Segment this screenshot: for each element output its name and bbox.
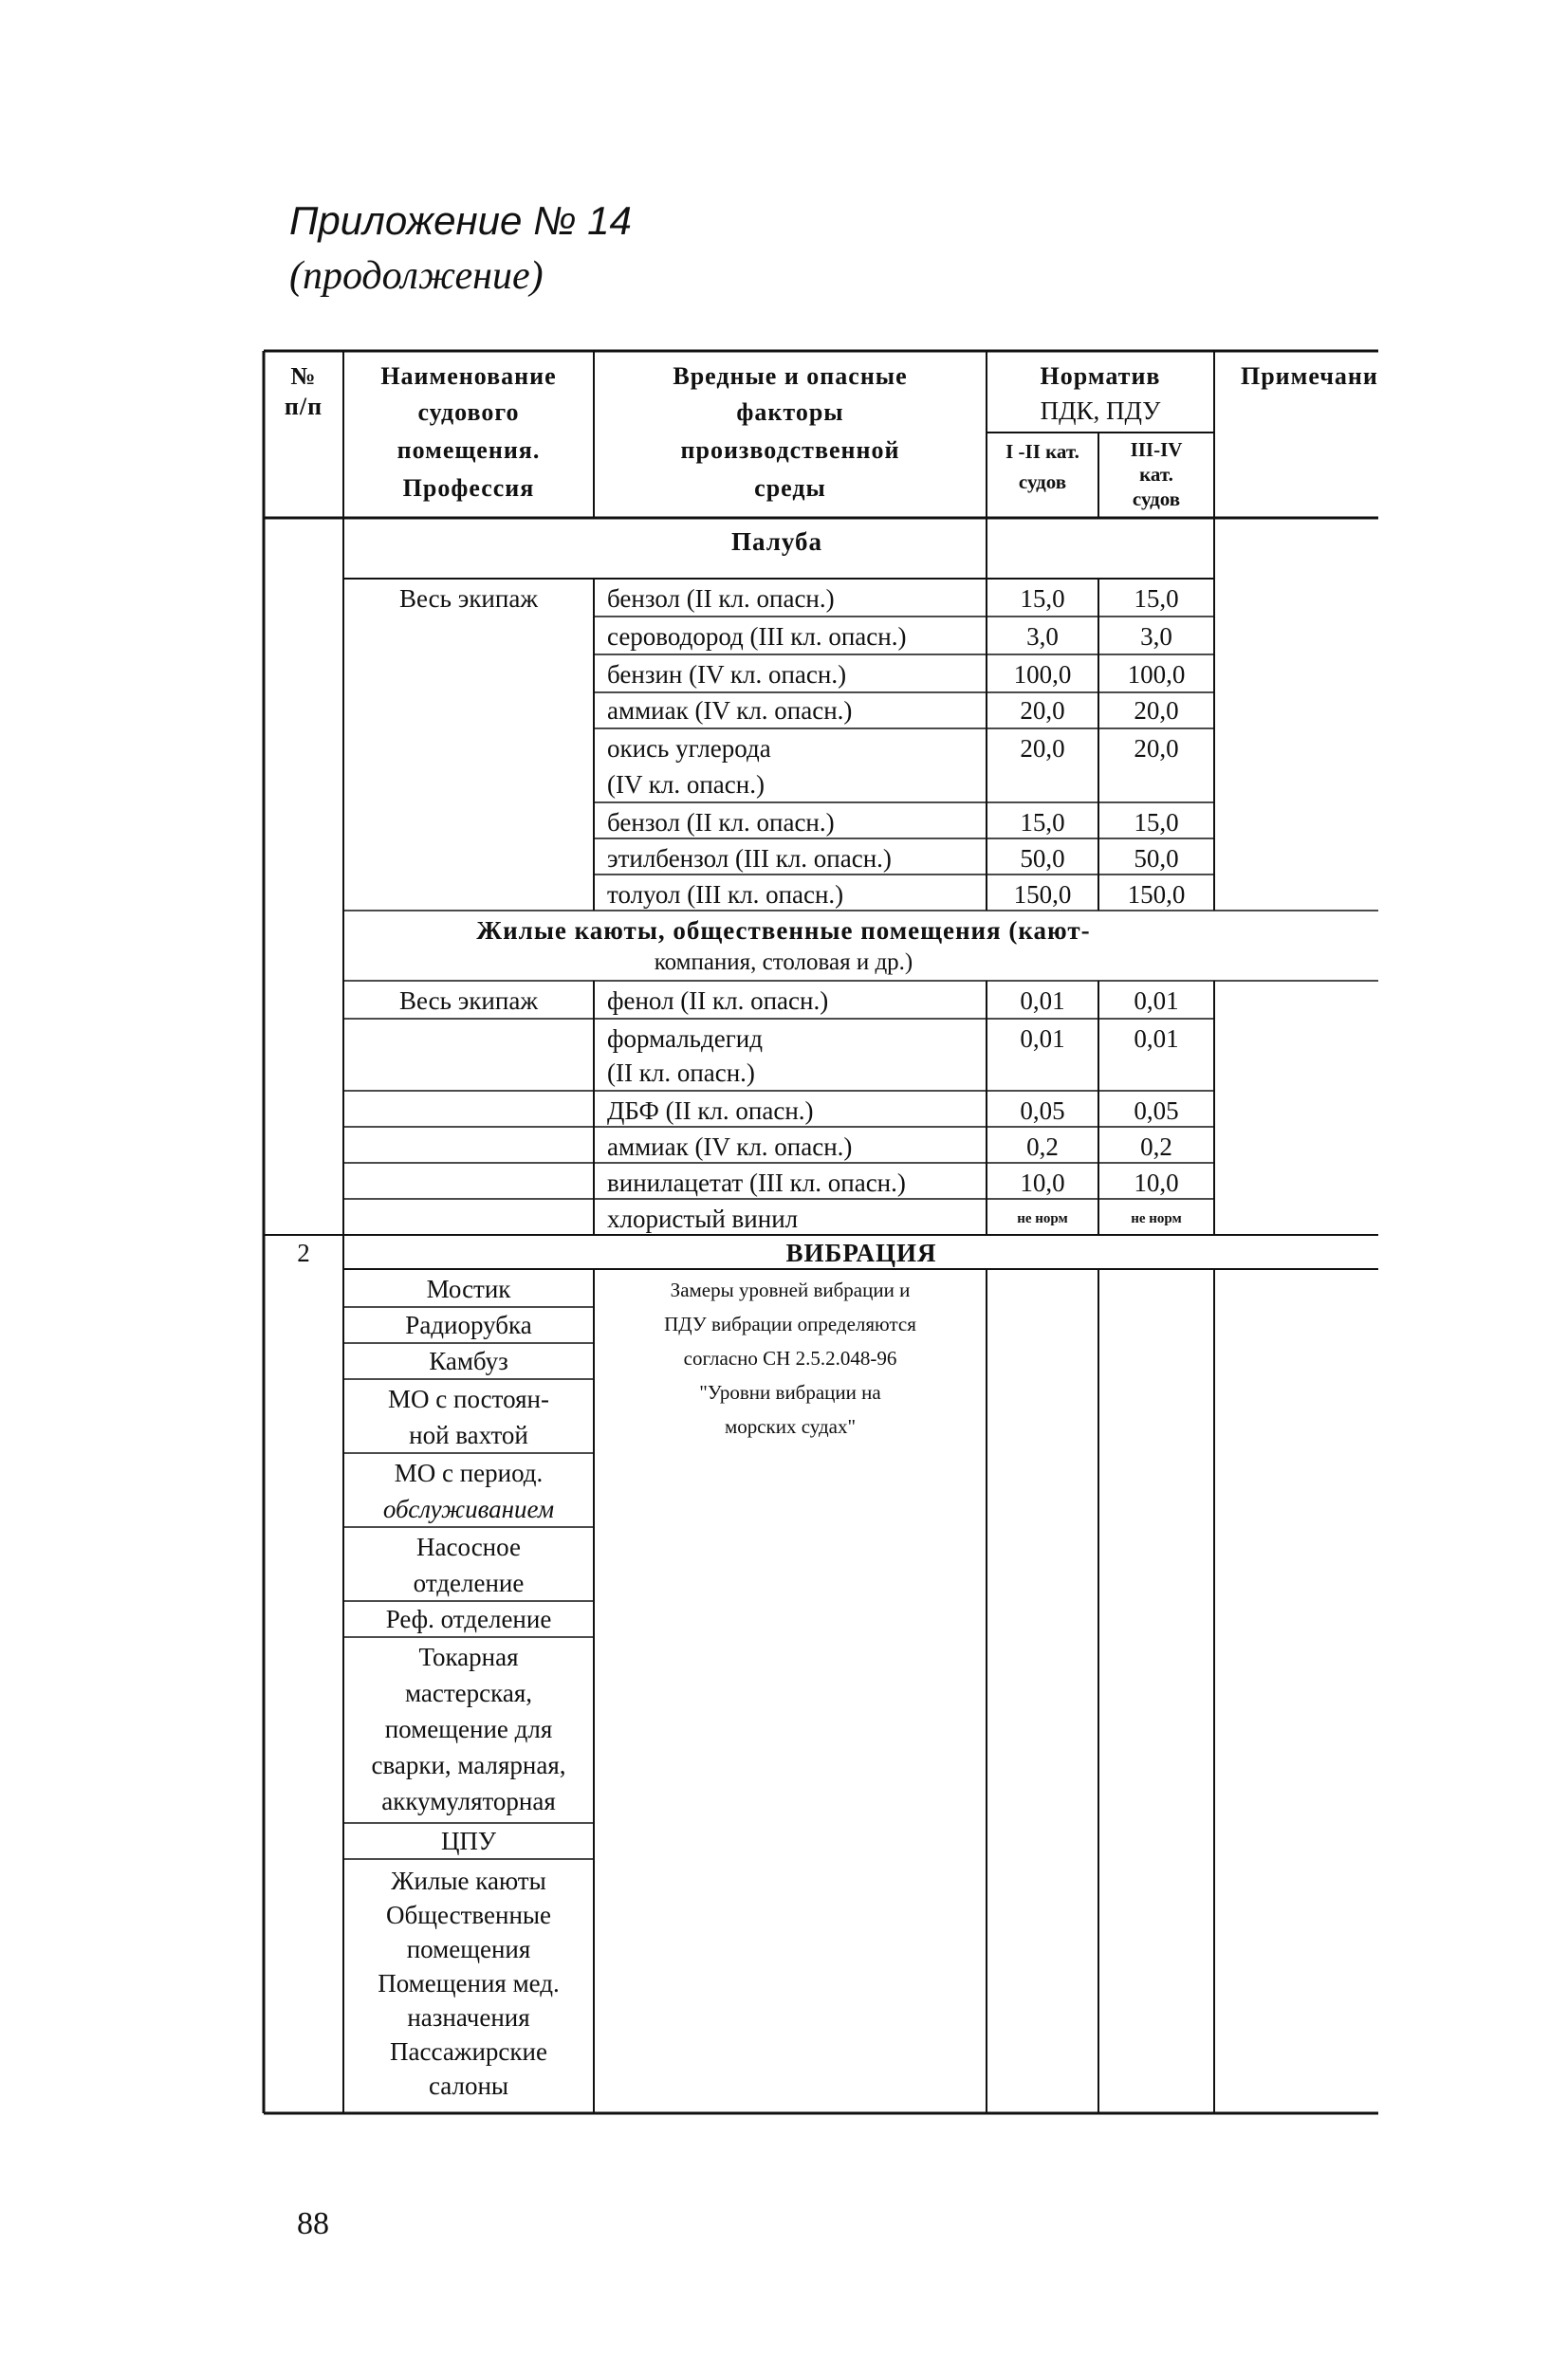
appendix-title: Приложение № 14 — [289, 198, 632, 243]
value-cat-1-2: 20,0 — [1020, 696, 1065, 725]
section-cabins-title: Жилые каюты, общественные помещения (кают- — [476, 916, 1091, 945]
header-num: п/п — [284, 393, 323, 420]
deck-crew: Весь экипаж — [399, 584, 538, 613]
factor-cell: бензол (II кл. опасн.) — [607, 584, 835, 613]
header-room: помещения. — [397, 436, 541, 464]
value-cat-3-4: 20,0 — [1134, 696, 1179, 725]
section-cabins-title: компания, столовая и др.) — [654, 949, 913, 975]
value-cat-3-4: 0,01 — [1134, 1024, 1179, 1053]
table-grid — [264, 351, 1378, 2113]
vibration-room: помещение для — [384, 1715, 553, 1743]
factor-cell: (II кл. опасн.) — [607, 1059, 755, 1087]
value-cat-3-4: 0,2 — [1140, 1132, 1172, 1161]
header-room: Профессия — [402, 474, 535, 502]
value-cat-1-2: 0,01 — [1020, 986, 1065, 1015]
vibration-note: морских судах" — [724, 1415, 857, 1438]
value-cat-3-4: 150,0 — [1127, 880, 1186, 909]
vibration-room: обслуживанием — [382, 1495, 555, 1523]
value-cat-1-2: 15,0 — [1020, 808, 1065, 837]
vibration-room: Пассажирские — [390, 2037, 547, 2066]
vibration-room: Мостик — [426, 1275, 511, 1303]
factor-cell: бензол (II кл. опасн.) — [607, 808, 835, 837]
vibration-room: Насосное — [416, 1533, 521, 1561]
vibration-room: салоны — [428, 2071, 509, 2100]
factor-cell: винилацетат (III кл. опасн.) — [607, 1169, 906, 1197]
value-cat-3-4: 15,0 — [1134, 584, 1179, 613]
factor-cell: аммиак (IV кл. опасн.) — [607, 696, 853, 725]
vibration-room: МО с постоян- — [388, 1385, 549, 1413]
factor-cell: толуол (III кл. опасн.) — [607, 880, 844, 909]
section-deck-title: Палуба — [730, 527, 823, 556]
vibration-room: Жилые каюты — [391, 1867, 546, 1895]
header-factors: производственной — [680, 436, 900, 464]
section-vibration-title: ВИБРАЦИЯ — [785, 1239, 937, 1267]
vibration-room: Камбуз — [429, 1347, 508, 1375]
vibration-num: 2 — [297, 1239, 310, 1267]
vibration-room: Токарная — [418, 1643, 519, 1671]
value-cat-1-2: не норм — [1017, 1211, 1068, 1226]
header-norm: ПДК, ПДУ — [1040, 396, 1161, 425]
value-cat-3-4: 3,0 — [1140, 622, 1172, 651]
value-cat-3-4: 0,05 — [1134, 1096, 1179, 1125]
vibration-room: Общественные — [385, 1901, 552, 1929]
factor-cell: сероводород (III кл. опасн.) — [607, 622, 907, 651]
header-factors: среды — [754, 474, 826, 502]
factor-cell: фенол (II кл. опасн.) — [607, 986, 829, 1015]
vibration-room: назначения — [407, 2003, 530, 2032]
value-cat-1-2: 20,0 — [1020, 734, 1065, 763]
appendix-subtitle: (продолжение) — [289, 254, 544, 298]
vibration-room: помещения — [406, 1935, 531, 1963]
header-note: Примечани — [1241, 362, 1378, 390]
factor-cell: этилбензол (III кл. опасн.) — [607, 844, 892, 873]
factor-cell: формальдегид — [607, 1024, 763, 1053]
vibration-room: сварки, малярная, — [371, 1751, 566, 1779]
value-cat-3-4: 20,0 — [1134, 734, 1179, 763]
vibration-room: МО с период. — [394, 1459, 544, 1487]
header-cat-3-4: судов — [1132, 488, 1181, 510]
header-room: Наименование — [380, 362, 557, 390]
header-num: № — [290, 362, 317, 390]
value-cat-3-4: 50,0 — [1134, 844, 1179, 873]
vibration-room: Реф. отделение — [385, 1605, 552, 1633]
value-cat-3-4: не норм — [1131, 1211, 1182, 1226]
factor-cell: (IV кл. опасн.) — [607, 770, 765, 799]
header-factors: Вредные и опасные — [673, 362, 908, 390]
vibration-room: Помещения мед. — [378, 1969, 560, 1998]
header-cat-1-2: судов — [1018, 470, 1067, 493]
value-cat-3-4: 10,0 — [1134, 1169, 1179, 1197]
factor-cell: хлористый винил — [607, 1205, 799, 1233]
vibration-room: ЦПУ — [440, 1827, 497, 1855]
header-norm: Норматив — [1040, 362, 1161, 390]
norms-table — [264, 351, 1378, 2113]
factor-cell: ДБФ (II кл. опасн.) — [607, 1096, 814, 1125]
value-cat-3-4: 100,0 — [1127, 660, 1186, 689]
value-cat-3-4: 15,0 — [1134, 808, 1179, 837]
factor-cell: аммиак (IV кл. опасн.) — [607, 1132, 853, 1161]
value-cat-1-2: 15,0 — [1020, 584, 1065, 613]
vibration-note: согласно СН 2.5.2.048-96 — [683, 1347, 897, 1370]
vibration-note: Замеры уровней вибрации и — [670, 1279, 911, 1301]
header-factors: факторы — [736, 398, 844, 426]
value-cat-1-2: 50,0 — [1020, 844, 1065, 873]
page-number: 88 — [297, 2206, 329, 2241]
header-cat-1-2: I -II кат. — [1005, 440, 1079, 463]
vibration-note: ПДУ вибрации определяются — [664, 1313, 916, 1335]
header-cat-3-4: III-IV — [1130, 438, 1183, 461]
value-cat-1-2: 3,0 — [1026, 622, 1059, 651]
vibration-room: ной вахтой — [409, 1421, 528, 1449]
header-cat-3-4: кат. — [1139, 463, 1173, 486]
vibration-note: "Уровни вибрации на — [699, 1381, 881, 1404]
vibration-room: мастерская, — [405, 1679, 532, 1707]
vibration-room: Радиорубка — [405, 1311, 532, 1339]
vibration-room: отделение — [413, 1569, 525, 1597]
value-cat-1-2: 0,2 — [1026, 1132, 1059, 1161]
value-cat-3-4: 0,01 — [1134, 986, 1179, 1015]
factor-cell: бензин (IV кл. опасн.) — [607, 660, 847, 689]
cabins-crew: Весь экипаж — [399, 986, 538, 1015]
header-room: судового — [417, 398, 520, 426]
value-cat-1-2: 0,01 — [1020, 1024, 1065, 1053]
vibration-room: аккумуляторная — [381, 1787, 556, 1815]
value-cat-1-2: 0,05 — [1020, 1096, 1065, 1125]
value-cat-1-2: 10,0 — [1020, 1169, 1065, 1197]
value-cat-1-2: 100,0 — [1013, 660, 1072, 689]
factor-cell: окись углерода — [607, 734, 771, 763]
value-cat-1-2: 150,0 — [1013, 880, 1072, 909]
